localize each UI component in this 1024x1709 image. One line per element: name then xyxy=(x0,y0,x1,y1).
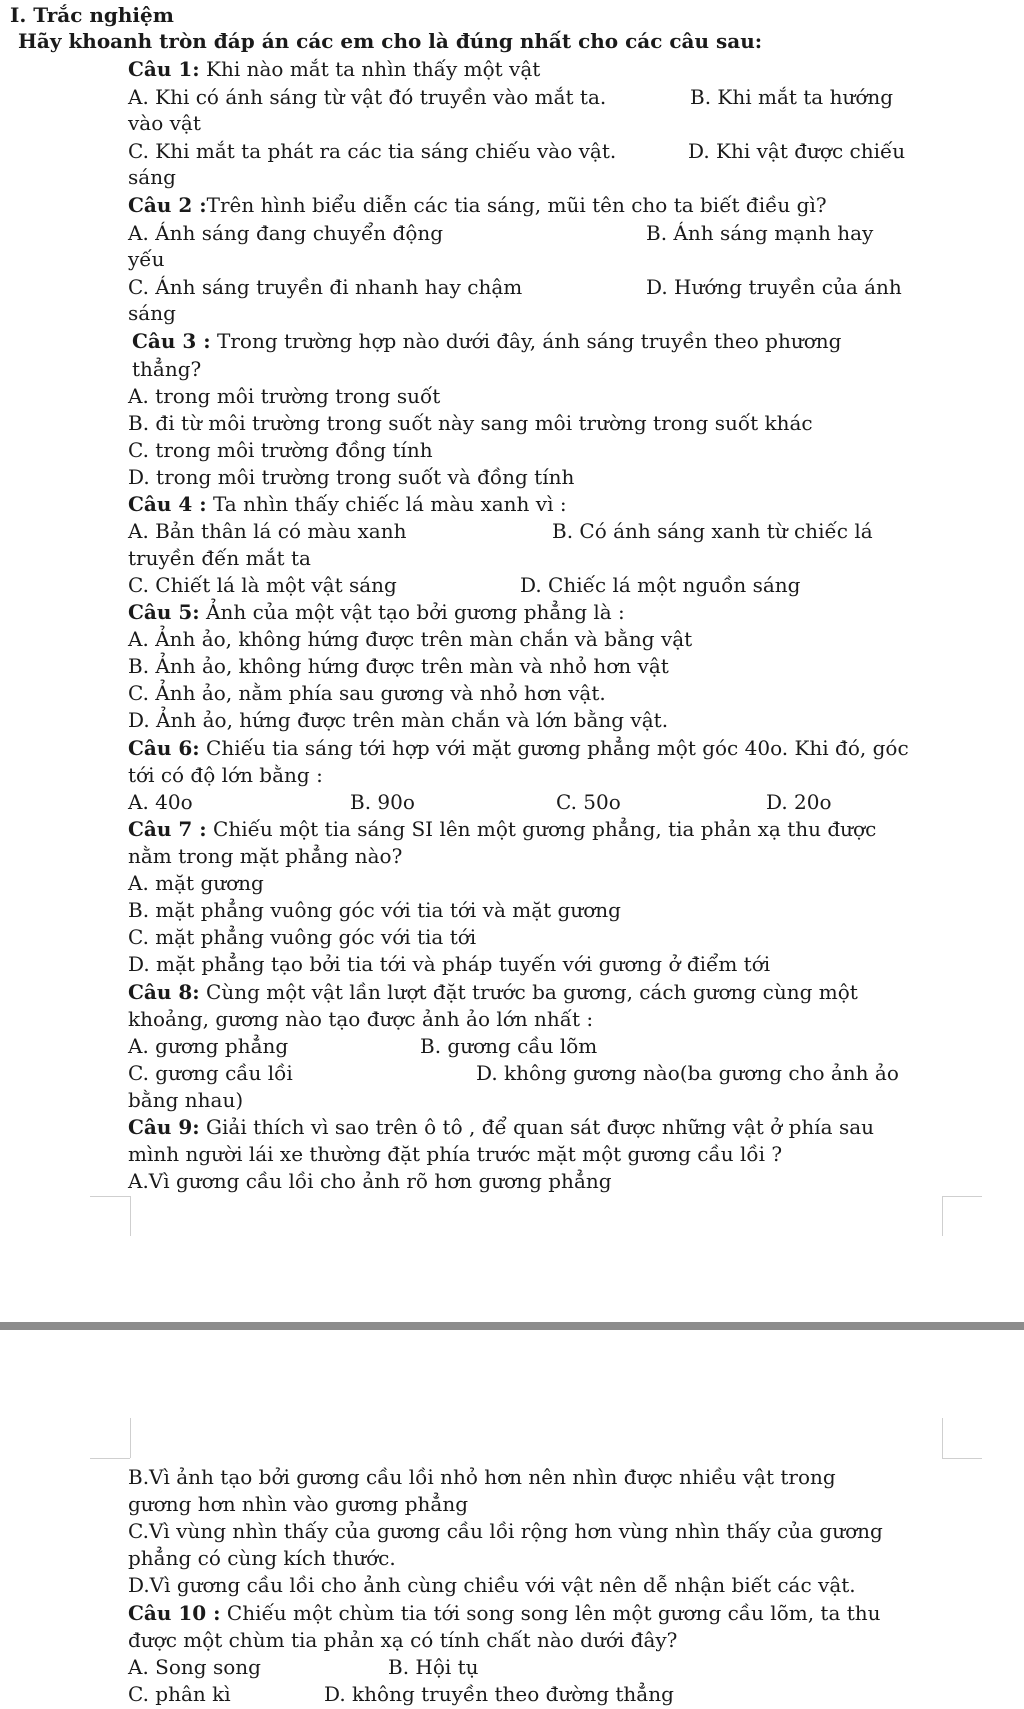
question-text: Cùng một vật lần lượt đặt trước ba gương, cách gương cùng một xyxy=(199,980,858,1004)
page-corner-mark xyxy=(942,1458,982,1459)
question-label: Câu 1: xyxy=(128,57,200,81)
question-5 xyxy=(128,599,625,625)
q1-option-d-cont: sáng xyxy=(128,165,176,189)
q8-option-d: D. không gương nào(ba gương cho ảnh ảo xyxy=(476,1061,899,1085)
q5-option-d: D. Ảnh ảo, hứng được trên màn chắn và lớn bằng vật. xyxy=(128,708,669,732)
q8-option-b: B. gương cầu lõm xyxy=(420,1034,598,1058)
q8-option-a: A. gương phẳng xyxy=(128,1034,289,1058)
q6-option-d: D. 20o xyxy=(766,790,832,814)
q9-option-d: D.Vì gương cầu lồi cho ảnh cùng chiều với vật nên dễ nhận biết các vật. xyxy=(128,1573,856,1597)
page-corner-mark xyxy=(90,1196,130,1197)
q3-option-b: B. đi từ môi trường trong suốt này sang môi trường trong suốt khác xyxy=(128,411,813,435)
question-9 xyxy=(128,1114,874,1140)
q2-option-a: A. Ánh sáng đang chuyển động xyxy=(128,221,444,245)
q9-option-b: B.Vì ảnh tạo bởi gương cầu lồi nhỏ hơn nên nhìn được nhiều vật trong xyxy=(128,1465,836,1489)
question-label: Câu 4 : xyxy=(128,492,207,516)
question-6 xyxy=(128,735,909,761)
q1-option-a: A. Khi có ánh sáng từ vật đó truyền vào mắt ta. xyxy=(128,85,607,109)
q9-option-c-cont: phẳng có cùng kích thước. xyxy=(128,1546,396,1570)
q2-option-c: C. Ánh sáng truyền đi nhanh hay chậm xyxy=(128,275,523,299)
q2-option-b: B. Ánh sáng mạnh hay xyxy=(646,221,874,245)
question-label: Câu 7 : xyxy=(128,817,207,841)
question-4 xyxy=(128,491,567,517)
question-text: Ảnh của một vật tạo bởi gương phẳng là : xyxy=(199,600,625,624)
q7-option-d: D. mặt phẳng tạo bởi tia tới và pháp tuyến với gương ở điểm tới xyxy=(128,952,771,976)
question-7-cont: nằm trong mặt phẳng nào? xyxy=(128,844,403,868)
q10-option-b: B. Hội tụ xyxy=(388,1655,479,1679)
q7-option-c: C. mặt phẳng vuông góc với tia tới xyxy=(128,925,477,949)
question-text: Chiếu một chùm tia tới song song lên một gương cầu lõm, ta thu xyxy=(220,1601,881,1625)
question-label: Câu 6: xyxy=(128,736,200,760)
question-label: Câu 5: xyxy=(128,600,200,624)
question-6-cont: tới có độ lớn bằng : xyxy=(128,763,323,787)
page-corner-mark xyxy=(942,1418,943,1458)
q5-option-a: A. Ảnh ảo, không hứng được trên màn chắn và bằng vật xyxy=(128,627,693,651)
q8-option-c: C. gương cầu lồi xyxy=(128,1061,293,1085)
q10-option-d: D. không truyền theo đường thẳng xyxy=(324,1682,674,1706)
q1-option-c: C. Khi mắt ta phát ra các tia sáng chiếu vào vật. xyxy=(128,139,617,163)
question-label: Câu 3 : xyxy=(132,329,211,353)
q4-option-a: A. Bản thân lá có màu xanh xyxy=(128,519,407,543)
question-10 xyxy=(128,1600,881,1626)
q1-option-b: B. Khi mắt ta hướng xyxy=(690,85,894,109)
question-label: Câu 8: xyxy=(128,980,200,1004)
question-7 xyxy=(128,816,876,842)
page-corner-mark xyxy=(942,1196,982,1197)
question-text: Chiếu tia sáng tới hợp với mặt gương phẳng một góc 40o. Khi đó, góc xyxy=(199,736,909,760)
page-corner-mark xyxy=(130,1418,131,1458)
section-title: I. Trắc nghiệm xyxy=(10,3,174,27)
question-2 xyxy=(128,192,827,218)
page-corner-mark xyxy=(90,1458,130,1459)
q5-option-c: C. Ảnh ảo, nằm phía sau gương và nhỏ hơn vật. xyxy=(128,681,606,705)
question-text: Ta nhìn thấy chiếc lá màu xanh vì : xyxy=(206,492,567,516)
q3-option-d: D. trong môi trường trong suốt và đồng tính xyxy=(128,465,575,489)
instruction: Hãy khoanh tròn đáp án các em cho là đúng nhất cho các câu sau: xyxy=(18,29,763,53)
q7-option-a: A. mặt gương xyxy=(128,871,264,895)
question-text: Chiếu một tia sáng SI lên một gương phẳng, tia phản xạ thu được xyxy=(206,817,877,841)
question-9-cont: mình người lái xe thường đặt phía trước mặt một gương cầu lồi ? xyxy=(128,1142,783,1166)
question-text: Trên hình biểu diễn các tia sáng, mũi tên cho ta biết điều gì? xyxy=(206,193,827,217)
q4-option-d: D. Chiếc lá một nguồn sáng xyxy=(520,573,801,597)
question-label: Câu 10 : xyxy=(128,1601,221,1625)
photo-divider xyxy=(0,1322,1024,1330)
q9-option-b-cont: gương hơn nhìn vào gương phẳng xyxy=(128,1492,468,1516)
q9-option-c: C.Vì vùng nhìn thấy của gương cầu lồi rộng hơn vùng nhìn thấy của gương xyxy=(128,1519,883,1543)
q9-option-a: A.Vì gương cầu lồi cho ảnh rõ hơn gương phẳng xyxy=(128,1169,612,1193)
question-8-cont: khoảng, gương nào tạo được ảnh ảo lớn nhất : xyxy=(128,1007,594,1031)
q2-option-d: D. Hướng truyền của ánh xyxy=(646,275,902,299)
question-10-cont: được một chùm tia phản xạ có tính chất nào dưới đây? xyxy=(128,1628,678,1652)
question-text: Khi nào mắt ta nhìn thấy một vật xyxy=(199,57,541,81)
page-corner-mark xyxy=(130,1196,131,1236)
q5-option-b: B. Ảnh ảo, không hứng được trên màn và nhỏ hơn vật xyxy=(128,654,669,678)
q1-option-d: D. Khi vật được chiếu xyxy=(688,139,906,163)
question-label: Câu 2 : xyxy=(128,193,207,217)
q6-option-c: C. 50o xyxy=(556,790,621,814)
q3-option-c: C. trong môi trường đồng tính xyxy=(128,438,433,462)
q10-option-a: A. Song song xyxy=(128,1655,261,1679)
q1-option-b-cont: vào vật xyxy=(128,111,201,135)
q7-option-b: B. mặt phẳng vuông góc với tia tới và mặt gương xyxy=(128,898,621,922)
q4-option-c: C. Chiết lá là một vật sáng xyxy=(128,573,397,597)
q6-option-b: B. 90o xyxy=(350,790,415,814)
question-3-cont: thẳng? xyxy=(132,357,202,381)
q4-option-b: B. Có ánh sáng xanh từ chiếc lá xyxy=(552,519,873,543)
q2-option-d-cont: sáng xyxy=(128,301,176,325)
question-1 xyxy=(128,56,540,82)
q6-option-a: A. 40o xyxy=(128,790,193,814)
q10-option-c: C. phân kì xyxy=(128,1682,231,1706)
q4-option-b-cont: truyền đến mắt ta xyxy=(128,546,311,570)
question-label: Câu 9: xyxy=(128,1115,200,1139)
q8-option-d-cont: bằng nhau) xyxy=(128,1088,244,1112)
question-text: Trong trường hợp nào dưới đây, ánh sáng truyền theo phương xyxy=(210,329,842,353)
q2-option-b-cont: yếu xyxy=(128,247,165,271)
question-8 xyxy=(128,979,858,1005)
question-3 xyxy=(132,328,841,354)
q3-option-a: A. trong môi trường trong suốt xyxy=(128,384,441,408)
page-corner-mark xyxy=(942,1196,943,1236)
question-text: Giải thích vì sao trên ô tô , để quan sát được những vật ở phía sau xyxy=(199,1115,875,1139)
